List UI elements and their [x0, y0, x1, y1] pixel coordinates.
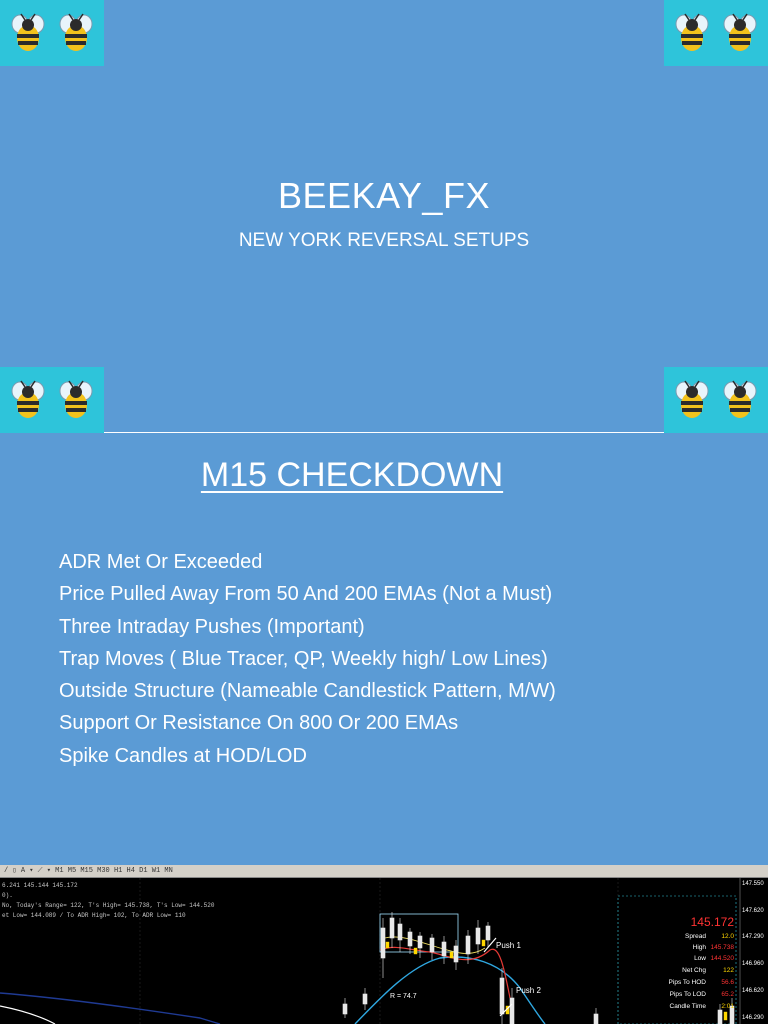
- checklist: [59, 546, 556, 772]
- ema-white-line: [0, 1006, 55, 1024]
- bee-icon: [670, 378, 714, 422]
- info-value: 65.2: [721, 991, 734, 998]
- chart-header-line: 6.241 145.144 145.172: [2, 882, 78, 889]
- checklist-item: ADR Met Or Exceeded: [59, 551, 263, 573]
- corner-top-right: [664, 0, 768, 66]
- price-tick: 146.620: [742, 988, 764, 994]
- push2-label: Push 2: [516, 986, 541, 995]
- cursor-icon: / ▯ A ▾ ⟋ ▾ M1 M5 M15 M30 H1 H4 D1 W1 MN: [4, 867, 173, 875]
- info-label: Pips To HOD: [668, 979, 706, 986]
- ema-slow-line: [0, 993, 220, 1024]
- bee-icon: [718, 11, 762, 55]
- chart-toolbar: [0, 865, 768, 878]
- bee-icon: [54, 11, 98, 55]
- info-label: Candle Time: [669, 1003, 706, 1010]
- info-label: Spread: [685, 933, 706, 940]
- info-label: Net Chg: [682, 967, 706, 974]
- price-tick: 147.550: [742, 881, 764, 887]
- price-tick: 147.290: [742, 934, 764, 940]
- checklist-item: Trap Moves ( Blue Tracer, QP, Weekly high/ Low Lines): [59, 647, 548, 670]
- corner-top-left: [0, 0, 104, 66]
- info-value: 12.0: [721, 933, 734, 940]
- price-tick: 147.620: [742, 908, 764, 914]
- section-heading: M15 CHECKDOWN: [200, 456, 504, 494]
- bee-icon: [6, 11, 50, 55]
- divider: [104, 432, 664, 433]
- page-title: BEEKAY_FX: [278, 175, 490, 216]
- checklist-item: Three Intraday Pushes (Important): [59, 615, 365, 638]
- bee-icon: [54, 378, 98, 422]
- checklist-item: Price Pulled Away From 50 And 200 EMAs (Not a Must): [59, 583, 553, 606]
- info-value: 56.6: [721, 979, 734, 986]
- price-tick: 146.960: [742, 961, 764, 967]
- chart-header-line: 0).: [2, 892, 13, 899]
- info-panel: [669, 933, 735, 1010]
- info-value: 2:01: [721, 1003, 734, 1010]
- checklist-item: Outside Structure (Nameable Candlestick Pattern, M/W): [59, 680, 556, 703]
- info-label: Pips To LOD: [669, 991, 706, 998]
- chart-header-line: et Low= 144.089 / To ADR High= 102, To ADR Low= 110: [2, 912, 186, 919]
- info-value: 122: [723, 967, 734, 974]
- info-label: High: [692, 944, 706, 951]
- push1-label: Push 1: [496, 941, 521, 950]
- bee-icon: [6, 378, 50, 422]
- corner-mid-right: [664, 367, 768, 433]
- trading-chart-screenshot: [0, 865, 768, 1024]
- bee-icon: [718, 378, 762, 422]
- chart-header-line: No, Today's Range= 122, T's High= 145.738, T's Low= 144.520: [2, 902, 215, 909]
- checklist-item: Support Or Resistance On 800 Or 200 EMAs: [59, 712, 459, 735]
- corner-mid-left: [0, 367, 104, 433]
- info-value: 144.520: [710, 955, 734, 962]
- price-chart: [0, 878, 768, 1024]
- info-value: 145.738: [710, 944, 734, 951]
- info-label: Low: [694, 955, 706, 962]
- checklist-item: Spike Candles at HOD/LOD: [59, 744, 307, 767]
- current-price: 145.172: [690, 915, 734, 929]
- r-value-label: R = 74.7: [390, 993, 417, 1000]
- bee-icon: [670, 11, 714, 55]
- price-tick: 146.290: [742, 1015, 764, 1021]
- page-subtitle: NEW YORK REVERSAL SETUPS: [238, 230, 530, 251]
